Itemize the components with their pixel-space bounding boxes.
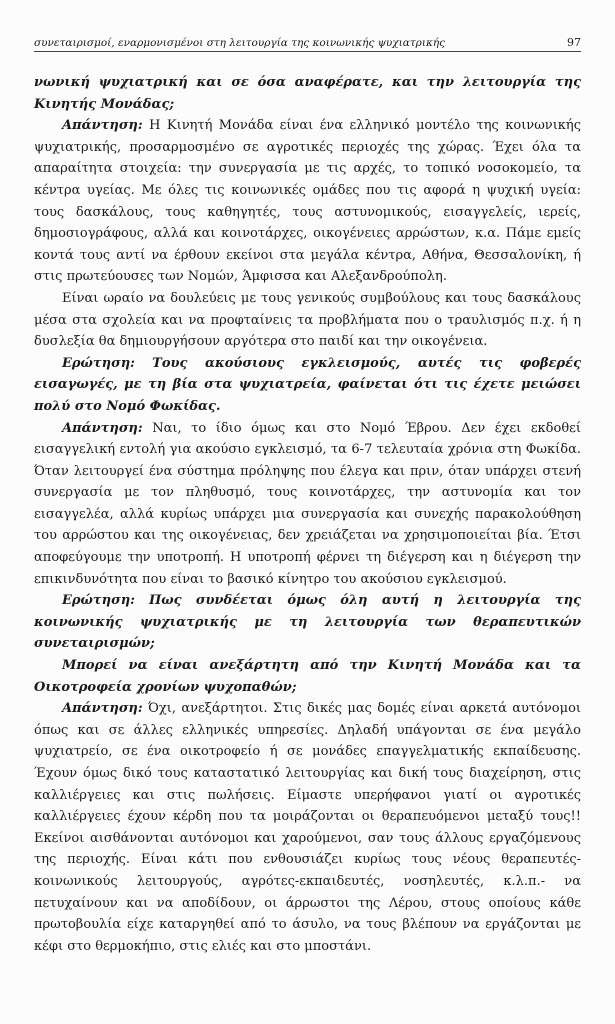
question-text: Πως συνδέεται όμως όλη αυτή η λειτουργία της κοινωνικής ψυχιατρικής με τη λειτουργία των θεραπευτικών συνεταιρισμών; — [34, 593, 581, 652]
paragraph-answer — [34, 698, 581, 957]
paragraph-question-continued — [34, 72, 581, 115]
paragraph-question — [34, 590, 581, 655]
page-body — [34, 72, 581, 957]
paragraph — [34, 288, 581, 353]
question-label: Ερώτηση: — [62, 593, 135, 609]
paragraph-question — [34, 655, 581, 698]
answer-label: Απάντηση: — [62, 118, 143, 134]
running-header — [34, 36, 581, 52]
answer-label: Απάντηση: — [62, 701, 143, 717]
paragraph-answer — [34, 418, 581, 591]
answer-text: Όχι, ανεξάρτητοι. Στις δικές μας δομές είναι αρκετά αυτόνομοι όπως και σε άλλες ελληνικές υπηρεσίες. Δηλαδή υπάγονται σε ένα μεγάλο ψυχιατρείο, σε ένα οικοτροφείο ή σε μονάδες επαγγελματικής εκπαίδευσης. Έχουν όμως δικό τους καταστατικό λειτουργίας και δική τους διαχείρηση, στις καλλιέργειες και στις πωλήσεις. Είμαστε υπερήφανοι γιατί οι αγροτικές καλλιέργειες έχουν κέρδη που τα μοιράζονται οι θεραπευόμενοι μεταξύ τους!! Εκείνοι αισθάνονται αυτόνομοι και χαρούμενοι, σαν τους άλλους εργαζόμενους της περιοχής. Είναι κάτι που ενθουσιάζει κυρίως τους νέους θεραπευτές-κοινωνικούς λειτουργούς, αγρότες-εκπαιδευτές, νοσηλευτές, κ.λ.π.- να πετυχαίνουν και να αποδίδουν, οι άρρωστοι της Λέρου, στους οποίους κάθε πρωτοβουλία είχε καταργηθεί από το άσυλο, να τους βλέπουν να εργάζονται με κέφι στο θερμοκήπιο, στις ελιές και στο μποστάνι. — [34, 701, 581, 954]
paragraph-answer — [34, 115, 581, 288]
answer-text: Η Κινητή Μονάδα είναι ένα ελληνικό μοντέλο της κοινωνικής ψυχιατρικής, προσαρμοσμένο σε αγροτικές περιοχές της χώρας. Έχει όλα τα απαραίτητα στοιχεία: την συνεργασία με τις αρχές, το τοπικό νοσοκομείο, τα κέντρα υγείας. Με όλες τις κοινωνικές ομάδες που τις αφορά η ψυχική υγεία: τους δασκάλους, τους καθηγητές, τους αστυνομικούς, εισαγγελείς, ιερείς, δημοσιογράφους, αλλά και κοινοτάρχες, οικογένειες αρρώστων, κ.α. Πάμε εμείς κοντά τους αντί να έρθουν εκείνοι στα μεγάλα κέντρα, Αθήνα, Θεσσαλονίκη, ή στις πρωτεύουσες των Νομών, Άμφισσα και Αλεξανδρούπολη. — [34, 118, 581, 285]
question-text: Μπορεί να είναι ανεξάρτητη από την Κινητή Μονάδα και τα Οικοτροφεία χρονίων ψυχοπαθών; — [34, 658, 581, 695]
running-title: συνεταιρισμοί, εναρμονισμένοι στη λειτουργία της κοινωνικής ψυχιατρικής — [34, 37, 446, 49]
answer-text: Ναι, το ίδιο όμως και στο Νομό Έβρου. Δεν έχει εκδοθεί εισαγγελική εντολή για ακούσιο εγκλεισμό, τα 6-7 τελευταία χρόνια στη Φωκίδα. Όταν λειτουργεί ένα σύστημα πρόληψης που έλεγα και πριν, όταν υπάρχει στενή συνεργασία με τον πληθυσμό, τους κοινοτάρχες, την αστυνομία και τον εισαγγελέα, αλλά κυρίως υπάρχει μια συνεργασία και συνεχής παρακολούθηση του αρρώστου και της οικογένειας, δεν χρειάζεται να χρησιμοποιείται βία. Έτσι αποφεύγουμε την υποτροπή. Η υποτροπή φέρνει τη διέγερση και η διέγερση την επικινδυνότητα που είναι το βασικό κίνητρο του ακούσιου εγκλεισμού. — [34, 420, 581, 587]
question-text: Τους ακούσιους εγκλεισμούς, αυτές τις φοβερές εισαγωγές, με τη βία στα ψυχιατρεία, φαίνεται ότι τις έχετε μειώσει πολύ στο Νομό Φωκίδας. — [34, 355, 581, 414]
paragraph-question — [34, 353, 581, 418]
answer-label: Απάντηση: — [62, 420, 143, 436]
question-text: νωνική ψυχιατρική και σε όσα αναφέρατε, και την λειτουργία της Κινητής Μονάδας; — [34, 75, 581, 112]
paragraph-text: Είναι ωραίο να δουλεύεις με τους γενικούς συμβούλους και τους δασκάλους μέσα στα σχολεία και να προφταίνεις τα προβλήματα που ο τραυλισμός π.χ. ή η δυσλεξία θα δημιουργήσουν αργότερα στο παιδί και την οικογένεια. — [34, 290, 581, 350]
question-label: Ερώτηση: — [62, 355, 135, 371]
page-number: 97 — [567, 36, 581, 49]
